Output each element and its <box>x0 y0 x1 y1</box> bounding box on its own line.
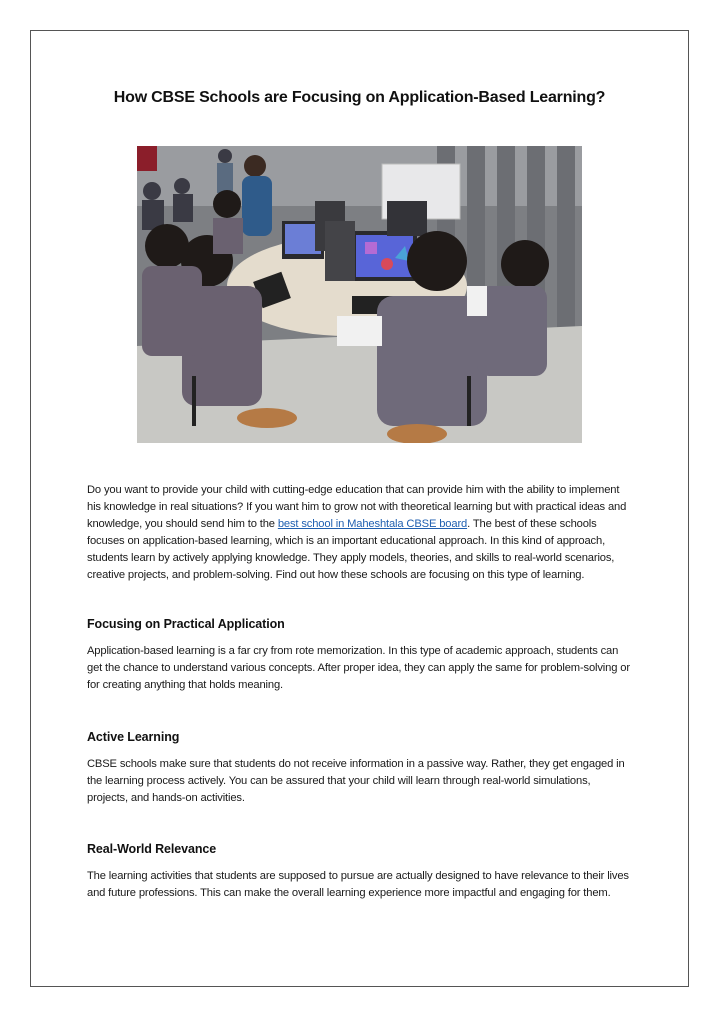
document-title: How CBSE Schools are Focusing on Application-Based Learning? <box>113 89 606 106</box>
intro-paragraph <box>87 482 632 583</box>
section-body-real-world-relevance: The learning activities that students are supposed to pursue are actually designed to have relevance to their lives and future professions. This can make the overall learning experience more impactful and engaging for them. <box>87 870 629 899</box>
section-heading-real-world-relevance: Real-World Relevance <box>87 842 217 856</box>
intro-text-before-link: Do you want to provide your child with cutting-edge education that can provide him with the ability to implement his knowledge in real situations? If you want him to grow not with theoretical learning but with practical ideas and knowledge, you should send him to the <box>87 484 627 530</box>
section-body-active-learning: CBSE schools make sure that students do not receive information in a passive way. Rather, they get engaged in the learning process actively. You can be assured that your child will learn through real-world simulations, projects, and hands-on activities. <box>87 758 625 804</box>
intro-text-after-link: . The best of these schools focuses on application-based learning, which is an important educational approach. In this kind of approach, students learn by actively applying knowledge. They apply models, theories, and skills to real-world scenarios, creative projects, and problem-solving. Find out how these schools are focusing on this type of learning. <box>87 517 615 581</box>
section-body-practical-application: Application-based learning is a far cry from rote memorization. In this type of academic approach, students can get the chance to understand various concepts. After proper idea, they can apply the same for problem-solving or for creating anything that holds meaning. <box>87 645 630 691</box>
classroom-photo <box>137 146 582 443</box>
school-link[interactable]: best school in Maheshtala CBSE board <box>277 517 468 530</box>
section-heading-active-learning: Active Learning <box>87 730 180 744</box>
section-heading-practical-application: Focusing on Practical Application <box>87 617 285 631</box>
